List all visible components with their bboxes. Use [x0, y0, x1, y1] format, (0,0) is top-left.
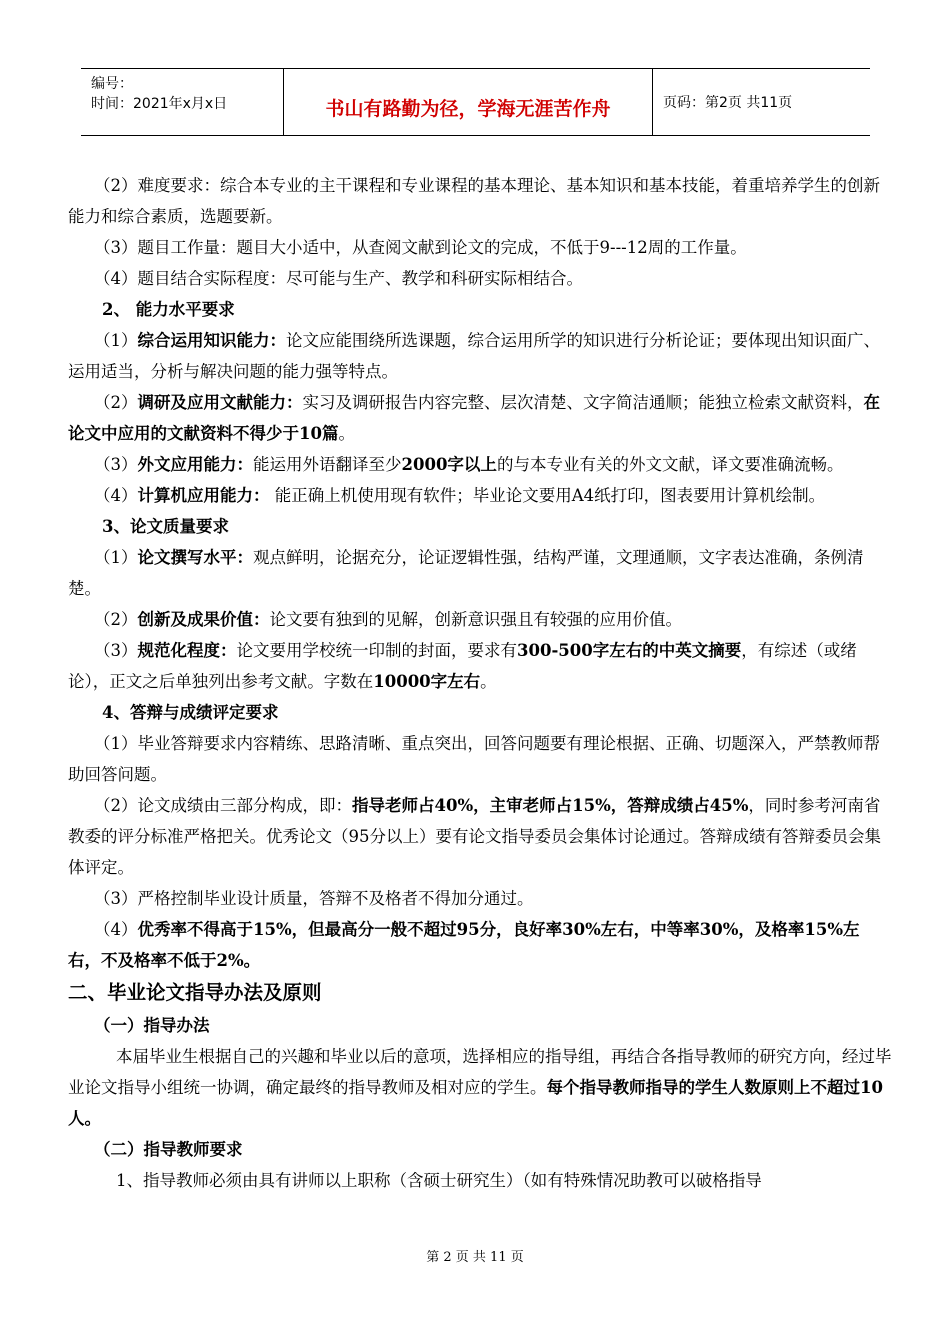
header-motto: 书山有路勤为径，学海无涯苦作舟 [325, 97, 611, 120]
item-text: 本届毕业生根据自己的兴趣和毕业以后的意项，选择相应的指导组，再结合各指导教师的研究方向，经过毕业论文指导小组统一协调，确定最终的指导教师及相对应的学生。 [68, 1047, 892, 1097]
item-text: 能运用外语翻译至少 [253, 455, 402, 474]
page-header [81, 68, 870, 136]
item-text: 的与本专业有关的外文文献，译文要准确流畅。 [496, 455, 844, 474]
page-footer [0, 1246, 950, 1265]
item-text: 论文要有独到的见解，创新意识强且有较强的应用价值。 [269, 610, 682, 629]
item-emphasis: 300-500字左右的中英文摘要 [517, 641, 742, 660]
paragraph-teacher-1: 1、指导教师必须由具有讲师以上职称（含硕士研究生）（如有特殊情况助教可以破格指导 [116, 1171, 762, 1190]
subsection-method-heading: （一）指导办法 [94, 1016, 210, 1035]
item-number: （4） [94, 486, 138, 505]
item-text: 观点鲜明，论据充分，论证逻辑性强，结构严谨，文理通顺，文字表达准确，条例清楚。 [68, 548, 864, 598]
header-page-cell [653, 69, 870, 135]
paragraph-defense-2 [68, 790, 892, 883]
header-meta [81, 69, 283, 135]
item-number: （4） [94, 920, 138, 939]
item-text: 论文要用学校统一印制的封面，要求有 [236, 641, 517, 660]
item-number: （1） [94, 331, 138, 350]
paragraph-quality-2 [68, 604, 892, 635]
item-title: 规范化程度： [137, 641, 237, 660]
item-emphasis: 在论文中应用的文献资料不得少于10篇 [68, 393, 880, 443]
item-text: 。 [338, 424, 355, 443]
item-text: ，有综述（或绪论），正文之后单独列出参考文献。字数在 [68, 641, 857, 691]
item-number: （2） [94, 393, 138, 412]
item-title: 论文撰写水平： [137, 548, 253, 567]
paragraph-defense-3: （3）严格控制毕业设计质量，答辩不及格者不得加分通过。 [94, 889, 534, 908]
paragraph-quality-1 [68, 542, 892, 604]
section-defense-heading: 4、答辩与成绩评定要求 [102, 703, 279, 722]
header-page-number: 页码：第2页 共11页 [663, 95, 793, 111]
paragraph-defense-4 [68, 914, 892, 976]
item-title: 综合运用知识能力： [137, 331, 286, 350]
item-text: 能正确上机使用现有软件；毕业论文要用A4纸打印，图表要用计算机绘制。 [269, 486, 826, 505]
item-number: （1） [94, 548, 138, 567]
document-number-label: 编号： [91, 76, 133, 92]
document-time-label: 时间：2021年x月x日 [91, 96, 228, 112]
paragraph-quality-3 [68, 635, 892, 697]
item-text: 实习及调研报告内容完整、层次清楚、文字简洁通顺；能独立检索文献资料， [302, 393, 864, 412]
paragraph-practical: （4）题目结合实际程度：尽可能与生产、教学和科研实际相结合。 [94, 269, 583, 288]
paragraph-ability-1 [68, 325, 892, 387]
item-emphasis: 每个指导教师指导的学生人数原则上不超过10人。 [68, 1078, 883, 1128]
item-emphasis: 指导老师占40%，主审老师占15%，答辩成绩占45% [352, 796, 749, 815]
document-body [68, 170, 892, 1196]
paragraph-workload: （3）题目工作量：题目大小适中，从查阅文献到论文的完成，不低于9---12周的工作量。 [94, 238, 747, 257]
header-motto-cell [283, 69, 653, 135]
subsection-teacher-heading: （二）指导教师要求 [94, 1140, 243, 1159]
item-text: 。 [480, 672, 497, 691]
footer-page-number: 第 2 页 共 11 页 [426, 1250, 524, 1265]
item-text: 论文应能围绕所选课题，综合运用所学的知识进行分析论证；要体现出知识面广、运用适当，分析与解决问题的能力强等特点。 [68, 331, 880, 381]
paragraph-difficulty: （2）难度要求：综合本专业的主干课程和专业课程的基本理论、基本知识和基本技能，着重培养学生的创新能力和综合素质，选题要新。 [68, 176, 880, 226]
item-emphasis: 优秀率不得高于15%，但最高分一般不超过95分，良好率30%左右，中等率30%，及格率15%左右，不及格率不低于2%。 [68, 920, 860, 970]
item-title: 外文应用能力： [137, 455, 253, 474]
chapter-heading: 二、毕业论文指导办法及原则 [68, 981, 322, 1004]
item-number: （2） [94, 610, 138, 629]
paragraph-defense-1: （1）毕业答辩要求内容精练、思路清晰、重点突出，回答问题要有理论根据、正确、切题深入，严禁教师帮助回答问题。 [68, 734, 880, 784]
item-number: （3） [94, 455, 138, 474]
item-text: ，同时参考河南省教委的评分标准严格把关。优秀论文（95分以上）要有论文指导委员会集体讨论通过。答辩成绩有答辩委员会集体评定。 [68, 796, 881, 877]
item-emphasis: 10000字左右 [373, 672, 481, 691]
item-number: （3） [94, 641, 138, 660]
paragraph-ability-3 [68, 449, 892, 480]
paragraph-ability-4 [68, 480, 892, 511]
item-title: 创新及成果价值： [137, 610, 270, 629]
item-emphasis: 2000字以上 [401, 455, 497, 474]
paragraph-ability-2 [68, 387, 892, 449]
item-text: （2）论文成绩由三部分构成，即： [94, 796, 352, 815]
item-title: 调研及应用文献能力： [137, 393, 303, 412]
paragraph-method [68, 1041, 892, 1134]
section-ability-heading: 2、 能力水平要求 [102, 300, 235, 319]
section-quality-heading: 3、论文质量要求 [102, 517, 229, 536]
item-title: 计算机应用能力： [137, 486, 270, 505]
